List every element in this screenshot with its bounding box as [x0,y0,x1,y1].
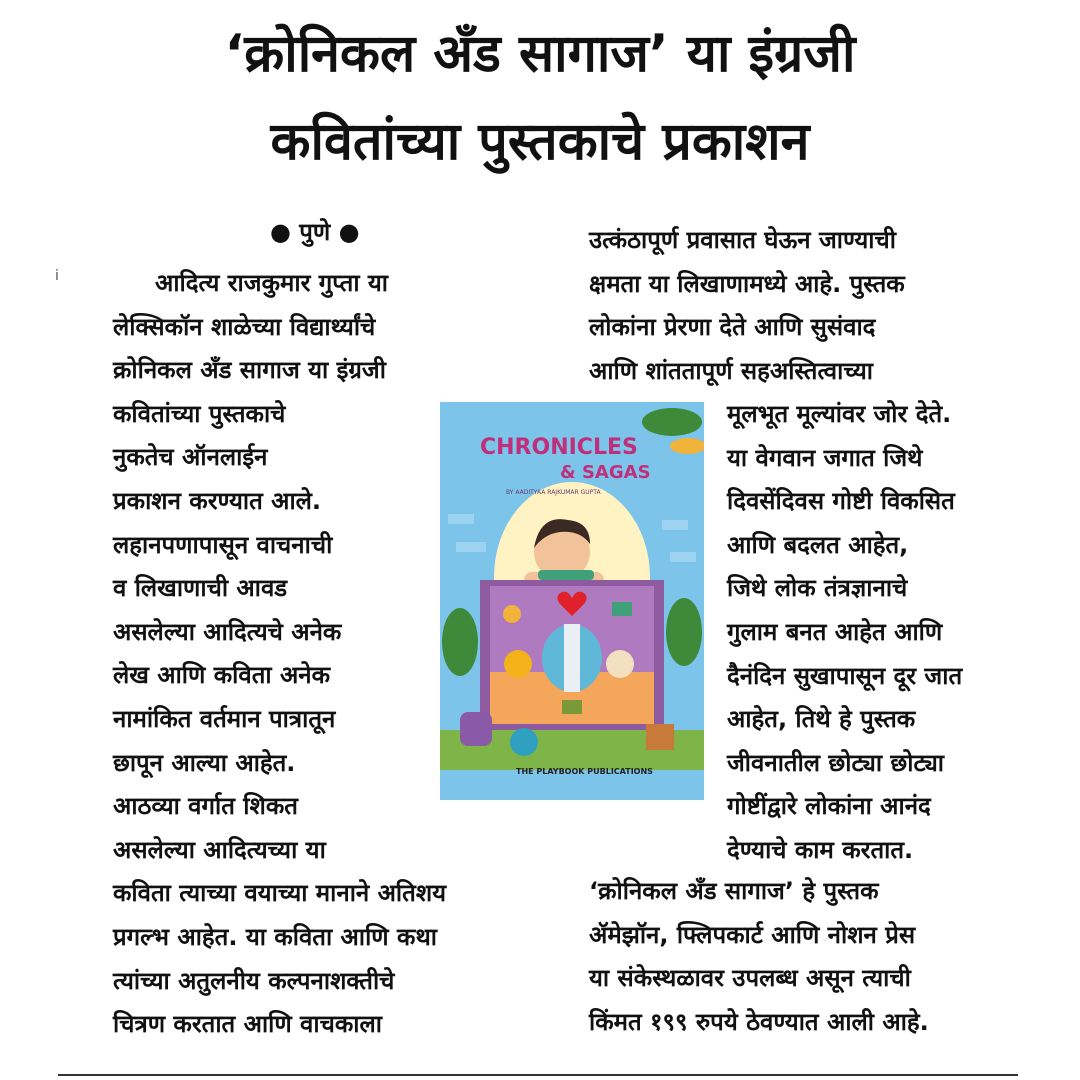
text-line: जीवनातील छोट्या छोट्या [727,748,945,777]
cover-leaf [666,598,702,666]
text-line: नुकतेच ऑनलाईन [113,443,268,472]
text-line: आणि शांततापूर्ण सहअस्तित्वाच्या [589,356,873,385]
text-line: दिवसेंदिवस गोष्टी विकसित [727,487,955,516]
cover-title-1: CHRONICLES [480,435,638,460]
headline-line-1: ‘क्रोनिकल अँड सागाज’ या इंग्रजी [224,24,856,84]
text-line: त्यांच्या अतुलनीय कल्पनाशक्तीचे [113,966,395,995]
headline-line-2: कवितांच्या पुस्तकाचे प्रकाशन [270,112,810,172]
cover-author: BY AADITYAA RAJKUMAR GUPTA [506,489,601,496]
text-line: लेख आणि कविता अनेक [113,661,331,690]
text-line: व लिखाणाची आवड [113,574,288,603]
text-line: आठव्या वर्गात शिकत [113,792,298,821]
cover-bag [460,712,492,746]
text-line: गोष्टींद्वारे लोकांना आनंद [727,792,931,821]
cover-leaf [642,408,702,436]
text-line: प्रगल्भ आहेत. या कविता आणि कथा [113,923,437,951]
text-line: कविता त्याच्या वयाच्या मानाने अतिशय [113,879,447,908]
cover-brick [670,552,696,562]
text-line: असलेल्या आदित्यच्या या [113,835,326,864]
text-line: लहानपणापासून वाचनाची [113,530,333,559]
text-line: क्रोनिकल अँड सागाज या इंग्रजी [113,356,386,385]
text-line: कवितांच्या पुस्तकाचे [113,399,286,428]
cover-pot [646,724,674,750]
book-cover-image [440,402,704,800]
bottom-rule [58,1074,1018,1076]
cover-flower [503,605,521,623]
text-line: छापून आल्या आहेत. [113,748,296,777]
text-line: या संकेस्थळावर उपलब्ध असून त्याची [589,964,911,993]
cover-balloon-basket [562,700,582,714]
text-line: आहेत, तिथे हे पुस्तक [727,705,916,734]
cover-moon [606,650,634,678]
margin-mark: i [55,268,59,284]
text-line: उत्कंठापूर्ण प्रवासात घेऊन जाण्याची [589,226,896,254]
text-line: चित्रण करतात आणि वाचकाला [113,1010,382,1039]
dateline: ● पुणे ● [270,218,360,246]
text-line: ‘क्रोनिकल अँड सागाज’ हे पुस्तक [589,877,879,905]
cover-boy-shirt [538,570,594,580]
text-line: लोकांना प्रेरणा देते आणि सुसंवाद [589,313,876,342]
cover-ball [510,728,538,756]
text-line: जिथे लोक तंत्रज्ञानाचे [727,574,908,603]
cover-publisher: THE PLAYBOOK PUBLICATIONS [516,767,653,776]
text-line: आदित्य राजकुमार गुप्ता या [155,269,389,297]
text-line: आणि बदलत आहेत, [727,530,909,559]
text-line: देण्याचे काम करतात. [727,836,914,864]
cover-title-2: & SAGAS [560,462,651,483]
text-line: मूलभूत मूल्यांवर जोर देते. [727,400,952,428]
cover-leaf [442,608,478,676]
cover-brick [456,542,486,552]
text-line: प्रकाशन करण्यात आले. [113,487,322,515]
cover-balloon-stripe [564,624,580,692]
text-line: ॲमेझॉन, फ्लिपकार्ट आणि नोशन प्रेस [589,920,916,949]
text-line: असलेल्या आदित्यचे अनेक [113,617,342,646]
text-line: किंमत १९९ रुपये ठेवण्यात आली आहे. [589,1007,929,1036]
text-line: नामांकित वर्तमान पात्रातून [113,705,336,733]
cover-book [612,602,632,616]
text-line: लेक्सिकॉन शाळेच्या विद्यार्थ्यांचे [113,312,376,341]
text-line: गुलाम बनत आहेत आणि [727,618,943,646]
cover-sun [504,650,532,678]
cover-brick [448,514,474,524]
text-line: क्षमता या लिखाणामध्ये आहे. पुस्तक [589,269,905,298]
text-line: या वेगवान जगात जिथे [727,443,923,472]
cover-brick [662,520,688,530]
text-line: दैनंदिन सुखापासून दूर जात [727,661,963,690]
